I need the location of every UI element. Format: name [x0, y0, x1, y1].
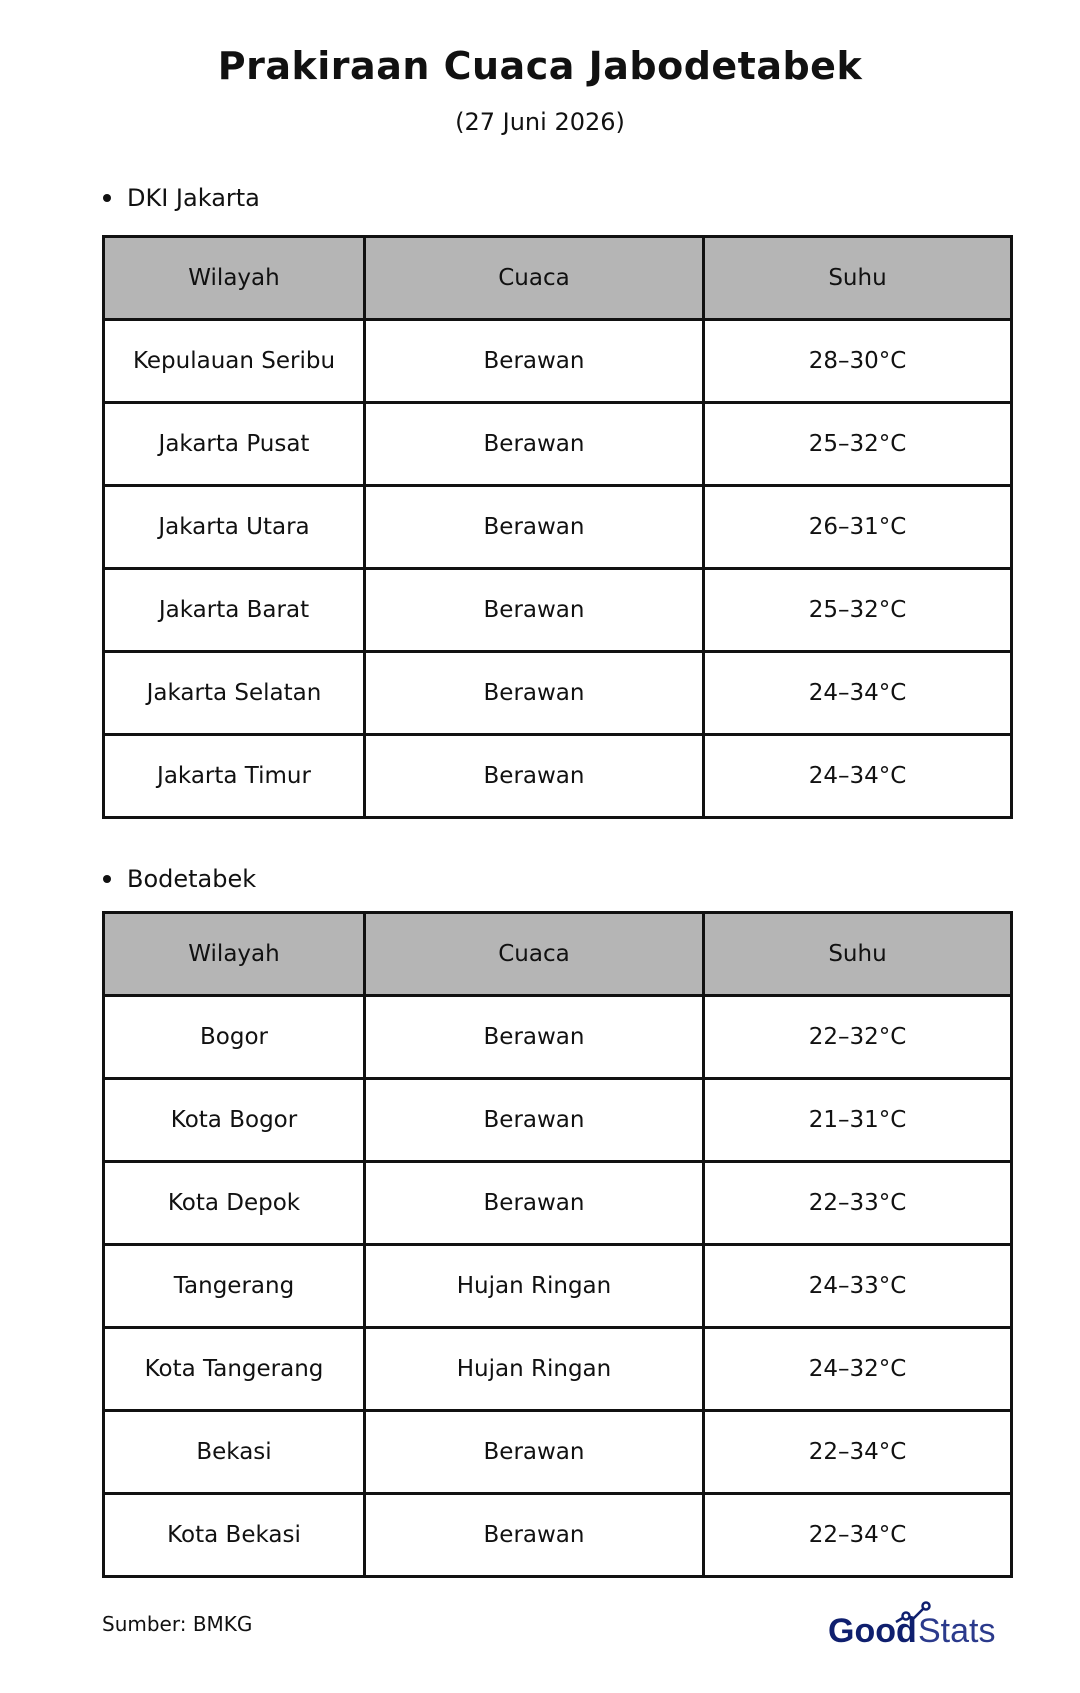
- cell-wilayah: Tangerang: [104, 1245, 365, 1328]
- cell-suhu: 25–32°C: [704, 569, 1012, 652]
- bullet-icon: [103, 194, 111, 202]
- cell-cuaca: Berawan: [365, 1411, 704, 1494]
- cell-wilayah: Jakarta Selatan: [104, 652, 365, 735]
- section-heading-label: Bodetabek: [127, 865, 257, 893]
- cell-wilayah: Bogor: [104, 996, 365, 1079]
- cell-suhu: 24–33°C: [704, 1245, 1012, 1328]
- cell-cuaca: Berawan: [365, 569, 704, 652]
- cell-wilayah: Kota Depok: [104, 1162, 365, 1245]
- cell-cuaca: Hujan Ringan: [365, 1245, 704, 1328]
- table-header-row: [104, 237, 1012, 320]
- cell-wilayah: Jakarta Barat: [104, 569, 365, 652]
- cell-cuaca: Berawan: [365, 1162, 704, 1245]
- logo-text-good: Good: [828, 1612, 917, 1648]
- weather-table-bodetabek: [102, 911, 1013, 1578]
- cell-cuaca: Berawan: [365, 486, 704, 569]
- cell-suhu: 21–31°C: [704, 1079, 1012, 1162]
- table-row: [104, 1494, 1012, 1577]
- cell-suhu: 24–34°C: [704, 652, 1012, 735]
- table-row: [104, 1245, 1012, 1328]
- cell-cuaca: Berawan: [365, 652, 704, 735]
- table-header-row: [104, 913, 1012, 996]
- goodstats-logo-icon: [826, 1598, 1006, 1648]
- table-row: [104, 1328, 1012, 1411]
- table-row: [104, 569, 1012, 652]
- cell-wilayah: Kota Bekasi: [104, 1494, 365, 1577]
- column-header-wilayah: Wilayah: [104, 237, 365, 320]
- cell-cuaca: Berawan: [365, 735, 704, 818]
- cell-suhu: 22–32°C: [704, 996, 1012, 1079]
- page-subtitle: (27 Juni 2026): [455, 108, 625, 136]
- bullet-icon: [103, 875, 111, 883]
- cell-suhu: 22–34°C: [704, 1494, 1012, 1577]
- table-row: [104, 403, 1012, 486]
- column-header-suhu: Suhu: [704, 237, 1012, 320]
- cell-suhu: 22–34°C: [704, 1411, 1012, 1494]
- cell-cuaca: Hujan Ringan: [365, 1328, 704, 1411]
- cell-suhu: 28–30°C: [704, 320, 1012, 403]
- column-header-wilayah: Wilayah: [104, 913, 365, 996]
- cell-suhu: 25–32°C: [704, 403, 1012, 486]
- weather-table-dki-jakarta: [102, 235, 1013, 819]
- logo-text-stats: Stats: [918, 1612, 996, 1648]
- column-header-suhu: Suhu: [704, 913, 1012, 996]
- cell-suhu: 26–31°C: [704, 486, 1012, 569]
- table-row: [104, 652, 1012, 735]
- cell-wilayah: Kepulauan Seribu: [104, 320, 365, 403]
- cell-suhu: 24–32°C: [704, 1328, 1012, 1411]
- cell-suhu: 24–34°C: [704, 735, 1012, 818]
- source-note: Sumber: BMKG: [102, 1612, 253, 1636]
- cell-wilayah: Kota Bogor: [104, 1079, 365, 1162]
- table-row: [104, 320, 1012, 403]
- cell-cuaca: Berawan: [365, 1079, 704, 1162]
- cell-cuaca: Berawan: [365, 320, 704, 403]
- table-row: [104, 1162, 1012, 1245]
- cell-wilayah: Bekasi: [104, 1411, 365, 1494]
- cell-suhu: 22–33°C: [704, 1162, 1012, 1245]
- table-row: [104, 486, 1012, 569]
- cell-wilayah: Kota Tangerang: [104, 1328, 365, 1411]
- column-header-cuaca: Cuaca: [365, 913, 704, 996]
- trend-dot-icon: [923, 1603, 930, 1610]
- cell-wilayah: Jakarta Pusat: [104, 403, 365, 486]
- table-row: [104, 996, 1012, 1079]
- table-row: [104, 735, 1012, 818]
- section-heading-dki-jakarta: [103, 184, 260, 212]
- column-header-cuaca: Cuaca: [365, 237, 704, 320]
- section-heading-label: DKI Jakarta: [127, 184, 260, 212]
- table-row: [104, 1079, 1012, 1162]
- page-title: Prakiraan Cuaca Jabodetabek: [217, 44, 863, 88]
- section-heading-bodetabek: [103, 865, 256, 893]
- goodstats-logo: [826, 1598, 1006, 1648]
- cell-wilayah: Jakarta Timur: [104, 735, 365, 818]
- table-row: [104, 1411, 1012, 1494]
- cell-cuaca: Berawan: [365, 996, 704, 1079]
- cell-cuaca: Berawan: [365, 1494, 704, 1577]
- cell-wilayah: Jakarta Utara: [104, 486, 365, 569]
- cell-cuaca: Berawan: [365, 403, 704, 486]
